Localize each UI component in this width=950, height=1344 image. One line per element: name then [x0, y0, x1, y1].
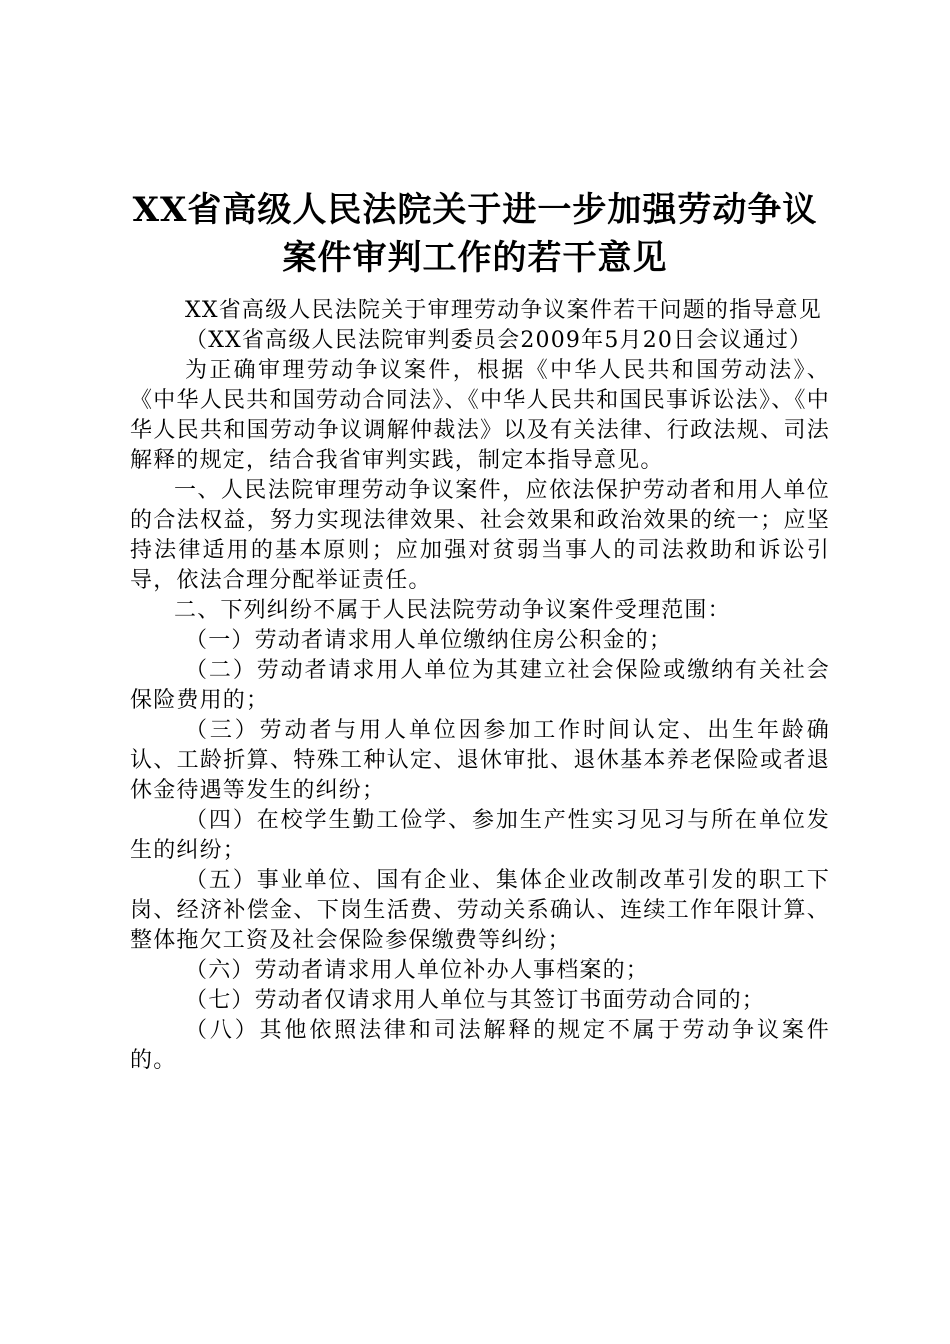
document-title-line-1: XX省高级人民法院关于进一步加强劳动争议 — [132, 190, 818, 230]
list-item-2: （二）劳动者请求用人单位为其建立社会保险或缴纳有关社会保险费用的； — [130, 658, 830, 713]
paragraph-article-1: 一、人民法院审理劳动争议案件，应依法保护劳动者和用人单位的合法权益，努力实现法律效果、社会效果和政治效果的统一；应坚持法律适用的基本原则；应加强对贫弱当事人的司法救助和诉讼引导，依法合理分配举证责任。 — [130, 478, 830, 593]
list-item-3: （三）劳动者与用人单位因参加工作时间认定、出生年龄确认、工龄折算、特殊工种认定、退休审批、退休基本养老保险或者退休金待遇等发生的纠纷； — [130, 718, 830, 803]
list-item-6: （六）劳动者请求用人单位补办人事档案的； — [185, 958, 650, 983]
paragraph-preamble: 为正确审理劳动争议案件，根据《中华人民共和国劳动法》、《中华人民共和国劳动合同法》、《中华人民共和国民事诉讼法》、《中华人民共和国劳动争议调解仲裁法》以及有关法律、行政法规、司法解释的规定，结合我省审判实践，制定本指导意见。 — [130, 358, 830, 473]
paragraph-article-2: 二、下列纠纷不属于人民法院劳动争议案件受理范围： — [174, 598, 731, 623]
paragraph-adoption-note: （XX省高级人民法院审判委员会2009年5月20日会议通过） — [185, 328, 813, 353]
list-item-5: （五）事业单位、国有企业、集体企业改制改革引发的职工下岗、经济补偿金、下岗生活费、劳动关系确认、连续工作年限计算、整体拖欠工资及社会保险参保缴费等纠纷； — [130, 868, 830, 953]
list-item-7: （七）劳动者仅请求用人单位与其签订书面劳动合同的； — [185, 988, 766, 1013]
paragraph-guidance-title: XX省高级人民法院关于审理劳动争议案件若干问题的指导意见 — [185, 298, 822, 323]
document-title-line-2: 案件审判工作的若干意见 — [282, 238, 668, 278]
list-item-4: （四）在校学生勤工俭学、参加生产性实习见习与所在单位发生的纠纷； — [130, 808, 830, 863]
list-item-1: （一）劳动者请求用人单位缴纳住房公积金的； — [185, 628, 673, 653]
document-body — [130, 296, 830, 1076]
list-item-8: （八）其他依照法律和司法解释的规定不属于劳动争议案件的。 — [130, 1018, 830, 1073]
document-title — [120, 190, 830, 278]
